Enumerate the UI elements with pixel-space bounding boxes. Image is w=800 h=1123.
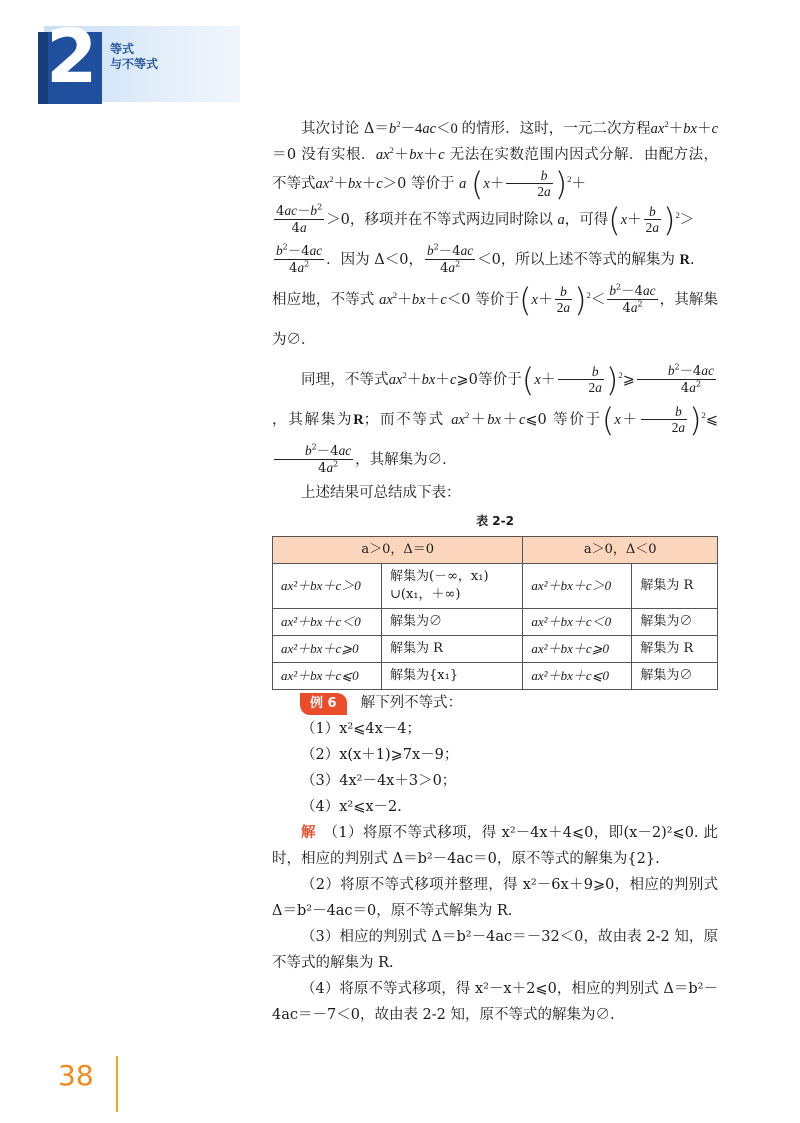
- table-header-left: a＞0，Δ＝0: [273, 536, 523, 563]
- paragraph-less-than-case: 相应地，不等式 $ax^2+bx+c<0$ 等价于(x＋ $\frac{b}{2a}$ )$^2$＜ $\frac{b^2-4ac}{4a^2}$ ，其解集为∅．: [272, 280, 719, 348]
- page-number: 38: [58, 1059, 94, 1092]
- table-header-right: a＞0，Δ＜0: [523, 536, 718, 563]
- table-cell: 解集为{x₁}: [382, 662, 523, 689]
- page-content: [272, 116, 718, 1028]
- page-number-divider: [116, 1056, 118, 1112]
- table-cell: ax²＋bx＋c⩽0: [273, 662, 382, 689]
- summary-table: [272, 536, 718, 690]
- chapter-title-line2: 与不等式: [110, 57, 159, 71]
- example-heading: [272, 690, 718, 716]
- table-cell: ax²＋bx＋c⩾0: [273, 635, 382, 662]
- paragraph-similarly: 同理，不等式$ax^2+bx+c⩾0$等价于(x＋ $\frac{b}{2a}$ )$^2$⩾ $\frac{b^2-4ac}{4a^2}$ ，其解集为R；而不等式 $ax^2+bx+c⩽0$ 等价于(x＋ $\frac{b}{2a}$ )$^2$⩽ $\frac{b^2-4ac}{4a^2}$ ，其解集为∅．: [272, 360, 719, 477]
- example-prompt: 解下列不等式：: [360, 694, 463, 711]
- table-row: [273, 662, 718, 689]
- table-cell: 解集为 R: [632, 563, 718, 608]
- table-cell: 解集为∅: [632, 608, 718, 635]
- example-item: （2）x(x＋1)⩾7x－9；: [301, 746, 459, 763]
- paragraph-discriminant-negative: 其次讨论 $\Delta=b^2-4ac<0$ 的情形．这时，一元二次方程$ax^2+bx+c=0$ 没有实根．$ax^2+bx+c$ 无法在实数范围内因式分解．由配方法，不等式$ax^2+bx+c>0$ 等价于 a (x＋ $\frac{b}{2a}$ )$^2$＋: [272, 118, 719, 203]
- table-cell: 解集为 R: [382, 635, 523, 662]
- table-row: [273, 608, 718, 635]
- solution-part-4: （4）将原不等式移项，得 x²－x＋2⩽0，相应的判别式 Δ＝b²－4ac＝－7＜0，故由表 2-2 知，原不等式的解集为∅.: [272, 980, 718, 1023]
- table-cell: ax²＋bx＋c＞0: [273, 563, 382, 608]
- solution-label: 解: [301, 823, 316, 841]
- table-cell: 解集为∅: [632, 662, 718, 689]
- example-badge: 例 6: [300, 693, 347, 715]
- table-cell: ax²＋bx＋c⩽0: [523, 662, 632, 689]
- table-cell: 解集为(－∞，x₁) ∪(x₁，＋∞): [382, 563, 523, 608]
- table-cell: 解集为∅: [382, 608, 523, 635]
- chapter-title-line1: 等式: [110, 42, 135, 56]
- table-cell: ax²＋bx＋c⩾0: [523, 635, 632, 662]
- example-item: （4）x²⩽x－2.: [301, 798, 402, 815]
- solution-part-3: （3）相应的判别式 Δ＝b²－4ac＝－32＜0，故由表 2-2 知，原不等式的解集为 R.: [272, 928, 718, 971]
- paragraph-continued: $\frac{4ac-b^2}{4a}$ ＞0，移项并在不等式两边同时除以 a，可得(x＋ $\frac{b}{2a}$ )$^2$＞: [276, 200, 695, 239]
- table-cell: 解集为 R: [632, 635, 718, 662]
- table-row: [273, 563, 718, 608]
- example-item: （3）4x²－4x＋3＞0；: [301, 772, 457, 789]
- example-item: （1）x²⩽4x－4；: [301, 720, 421, 737]
- table-header-row: [273, 536, 718, 563]
- paragraph-continued-2: $\frac{b^2-4ac}{4a^2}$ ．因为 Δ＜0， $\frac{b^2-4ac}{4a^2}$ ＜0，所以上述不等式的解集为 R.: [276, 242, 695, 277]
- table-cell: ax²＋bx＋c＜0: [523, 608, 632, 635]
- solution-part-1: 解 （1）将原不等式移项，得 x²－4x＋4⩽0，即(x－2)²⩽0. 此时，相应的判别式 Δ＝b²－4ac＝0，原不等式的解集为{2}.: [272, 823, 719, 867]
- table-cell: ax²＋bx＋c＞0: [523, 563, 632, 608]
- paragraph-summary: 上述结果可总结成下表：: [301, 484, 461, 501]
- table-cell: ax²＋bx＋c＜0: [273, 608, 382, 635]
- table-row: [273, 635, 718, 662]
- chapter-title: [110, 42, 158, 72]
- chapter-header: [0, 0, 800, 110]
- chapter-number: 2: [46, 14, 96, 100]
- solution-part-2: （2）将原不等式移项并整理，得 x²－6x＋9⩾0，相应的判别式 Δ＝b²－4ac＝0，原不等式解集为 R.: [272, 876, 718, 919]
- table-caption: 表 2-2: [476, 513, 514, 528]
